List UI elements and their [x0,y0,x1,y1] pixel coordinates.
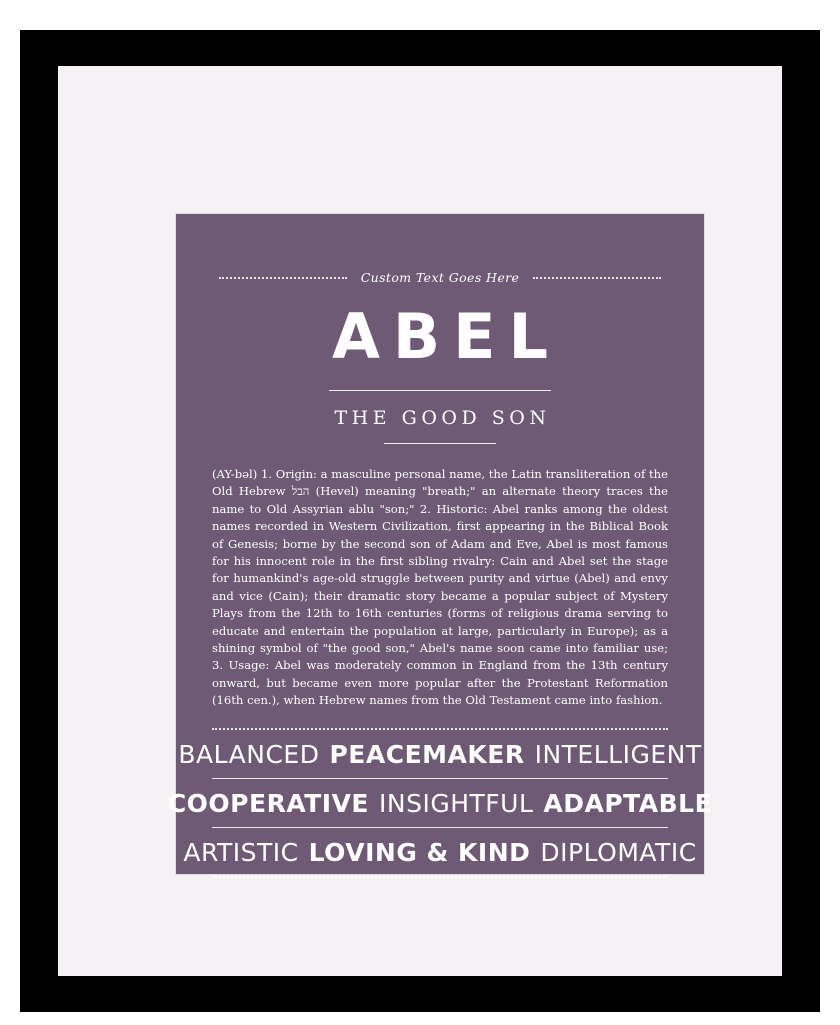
trait-word: PEACEMAKER [329,739,525,769]
dotted-divider-traits-bottom [212,876,668,878]
divider-rule-bottom [384,443,496,444]
name-description: (AY-bəl) 1. Origin: a masculine personal name, the Latin transliteration of the Old Hebrew הבל (Hevel) meaning "breath;" an alternate theory traces the name to Old Assyrian ablu "son;" 2. Historic: Abel ranks among the oldest names recorded in Western Civilization, first appearing in the Biblical Book of Genesis; borne by the second son of Adam and Eve, Abel is most famous for his innocent role in the first sibling rivalry: Cain and Abel set the stage for humankind's age-old struggle between purity and virtue (Abel) and envy and vice (Cain); their dramatic story became a popular subject of Mystery Plays from the 12th to 16th centuries (forms of religious drama serving to educate and entertain the population at large, particularly in Europe); as a shining symbol of "the good son," Abel's name soon came into familiar use; 3. Usage: Abel was moderately common in England from the 13th century onward, but became even more popular after the Protestant Reformation (16th cen.), when Hebrew names from the Old Testament came into fashion. [212,467,668,708]
trait-word: BALANCED [178,739,320,769]
trait-row [178,730,702,778]
name-title: ABEL [331,300,562,373]
trait-word: ADAPTABLE [543,788,713,818]
trait-word: COOPERATIVE [167,788,370,818]
trait-word: DIPLOMATIC [540,837,697,867]
custom-text: Custom Text Goes Here [360,269,520,285]
trait-word: ARTISTIC [183,837,299,867]
name-meaning: THE GOOD SON [334,407,551,429]
trait-row [167,778,713,827]
traits-list [167,730,713,876]
art-print [167,214,713,874]
trait-word: LOVING & KIND [308,837,531,867]
divider-rule-top [329,390,551,391]
trait-word: INSIGHTFUL [379,788,534,818]
dotted-divider-left [219,277,347,280]
picture-frame [20,30,820,1012]
trait-row [183,827,697,876]
trait-word: INTELLIGENT [534,739,702,769]
custom-text-row [176,260,704,294]
frame-mat [58,66,782,976]
dotted-divider-right [533,277,661,280]
